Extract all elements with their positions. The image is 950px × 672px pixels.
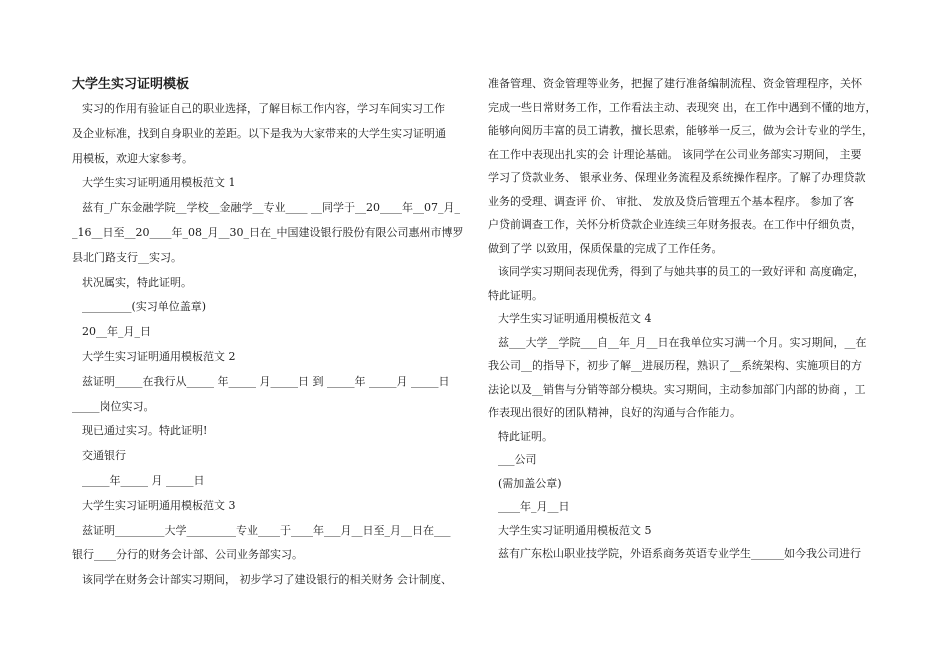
text-line: 20__年_月_日 xyxy=(82,325,151,339)
left-paragraphs xyxy=(72,97,462,593)
text-line: 现已通过实习。特此证明! xyxy=(82,424,208,438)
text-line: 兹有_广东金融学院__学校__金融学__专业____ __同学于__20____年__07_月_ xyxy=(82,201,460,215)
text-line: ___公司 xyxy=(498,453,537,466)
text-line: _16__日至__20____年_08_月__30_日在_中国建设银行股份有限公司惠州市博罗 xyxy=(72,225,464,239)
text-line: _________(实习单位盖章) xyxy=(82,300,207,314)
text-line: 完成一些日常财务工作，工作看法主动、表现突 出，在工作中遇到不懂的地方， xyxy=(488,100,877,114)
text-line: 兹证明_____在我行从_____ 年_____ 月_____日 到 _____年 _____月 _____日 xyxy=(82,374,450,388)
text-line: 作表现出很好的团队精神，良好的沟通与合作能力。 xyxy=(488,406,741,419)
text-line: 该同学在财务会计部实习期间， 初步学习了建设银行的相关财务 会计制度、 xyxy=(82,573,452,587)
text-line: 兹证明_________大学_________专业____于____年___月__日至_月__日在___ xyxy=(82,523,451,537)
text-line: 学习了贷款业务、 银承业务、保理业务流程及系统操作程序。了解了办理贷款 xyxy=(488,171,866,184)
text-line: 用模板，欢迎大家参考。 xyxy=(72,151,193,165)
text-line: 及企业标准，找到自身职业的差距。以下是我为大家带来的大学生实习证明通 xyxy=(72,126,446,140)
text-line: 业务的受理、调查评 价、 审批、 发放及贷后管理五个基本程序。 参加了客 xyxy=(488,194,854,208)
text-line: 县北门路支行__实习。 xyxy=(72,250,182,264)
text-line: 状况属实，特此证明。 xyxy=(82,275,192,289)
text-line: 特此证明。 xyxy=(488,288,543,302)
text-line: 大学生实习证明通用模板范文 3 xyxy=(82,498,236,512)
text-line: _____年_____ 月 _____日 xyxy=(82,473,205,487)
text-line: 做到了学 以致用，保质保量的完成了工作任务。 xyxy=(488,241,723,255)
text-line: 交通银行 xyxy=(82,449,126,463)
text-line: ____年_月__日 xyxy=(498,500,570,513)
text-line: 大学生实习证明通用模板范文 4 xyxy=(498,312,652,325)
text-line: _____岗位实习。 xyxy=(72,399,155,413)
text-line: 我公司__的指导下，初步了解__进展历程，熟识了__系统架构、实施项目的方 xyxy=(488,359,862,372)
left-column xyxy=(72,72,462,593)
text-line: 实习的作用有验证自己的职业选择，了解目标工作内容，学习车间实习工作 xyxy=(82,102,445,115)
text-line: 户贷前调查工作，关怀分析贷款企业连续三年财务报表。在工作中仔细负责， xyxy=(488,218,862,231)
text-line: 兹有广东松山职业技学院，外语系商务英语专业学生______如今我公司进行 xyxy=(498,547,861,560)
document-title: 大学生实习证明模板 xyxy=(72,77,190,92)
text-line: 在工作中表现出扎实的会 计理论基础。 该同学在公司业务部实习期间， 主要 xyxy=(488,147,862,161)
text-line: 大学生实习证明通用模板范文 1 xyxy=(82,176,236,190)
text-line: 大学生实习证明通用模板范文 5 xyxy=(498,523,652,537)
text-line: 该同学实习期间表现优秀，得到了与她共事的员工的一致好评和 高度确定， xyxy=(498,265,865,278)
text-line: (需加盖公章) xyxy=(498,476,562,490)
text-line: 银行____分行的财务会计部、公司业务部实习。 xyxy=(72,548,303,562)
text-line: 兹___大学__学院___自__年_月__日在我单位实习满一个月。实习期间，__在 xyxy=(498,335,867,349)
text-line: 能够向阅历丰富的员工请教，擅长思索，能够举一反三，做为会计专业的学生， xyxy=(488,124,873,137)
right-paragraphs xyxy=(488,72,878,566)
text-line: 准备管理、资金管理等业务，把握了建行准备编制流程、资金管理程序，关怀 xyxy=(488,77,862,90)
right-column xyxy=(488,72,878,566)
text-line: 大学生实习证明通用模板范文 2 xyxy=(82,349,236,363)
text-line: 法论以及__销售与分销等部分模块。实习期间，主动参加部门内部的协商 ，工 xyxy=(488,382,866,396)
text-line: 特此证明。 xyxy=(498,429,553,443)
